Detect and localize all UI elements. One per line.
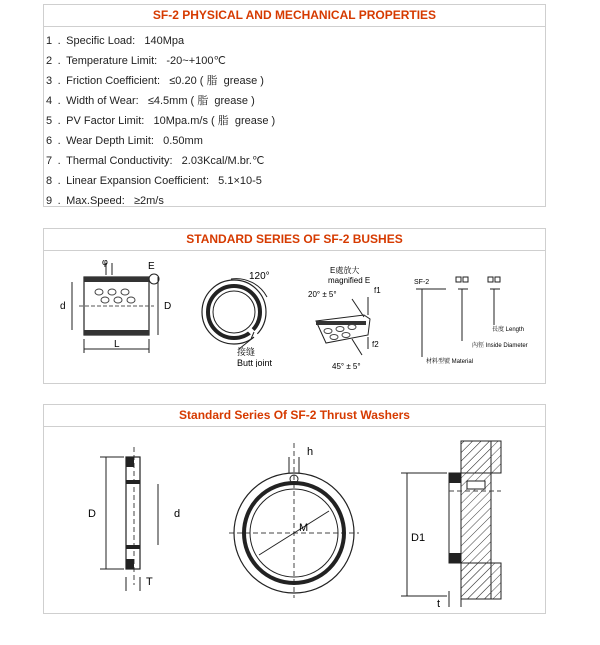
property-text: Temperature Limit: -20~+100℃ (66, 55, 226, 67)
property-text: Friction Coefficient: ≤0.20 ( 脂 grease ) (66, 75, 264, 87)
washer-t-label: t (437, 598, 441, 610)
f1-label: f1 (374, 286, 381, 295)
washer-big-d-label: D (88, 508, 96, 520)
property-item: 3 . Friction Coefficient: ≤0.20 ( 脂 grease ) (46, 75, 264, 87)
property-text: PV Factor Limit: 10Mpa.m/s ( 脂 grease ) (66, 115, 276, 127)
property-number: 4 (46, 95, 53, 107)
washers-panel (43, 404, 546, 614)
washer-t-big-label: T (146, 576, 153, 588)
property-number: 7 (46, 155, 53, 167)
designation-code-drawing (412, 269, 542, 369)
property-number: 6 (46, 135, 53, 147)
property-text: Linear Expansion Coefficient: 5.1×10-5 (66, 175, 262, 187)
property-text: Thermal Conductivity: 2.03Kcal/M.br.℃ (66, 155, 265, 167)
bush-l-label: L (114, 339, 120, 350)
washer-section-drawing (74, 435, 214, 595)
property-text: Width of Wear: ≤4.5mm ( 脂 grease ) (66, 95, 255, 107)
property-item: 7 . Thermal Conductivity: 2.03Kcal/M.br.℃ (46, 155, 265, 167)
property-item: 5 . PV Factor Limit: 10Mpa.m/s ( 脂 grease ) (46, 115, 276, 127)
bush-e-label: E (148, 261, 155, 272)
washer-d1-label: D1 (411, 532, 426, 544)
enlarged-en-label: magnified E (328, 276, 371, 285)
property-item: 1 . Specific Load: 140Mpa (46, 35, 185, 47)
property-item: 4 . Width of Wear: ≤4.5mm ( 脂 grease ) (46, 95, 255, 107)
washers-title: Standard Series Of SF-2 Thrust Washers (44, 405, 545, 427)
property-text: Max.Speed: ≥2m/s (66, 195, 164, 207)
ring-angle-label: 120° (249, 271, 270, 282)
property-number: 3 (46, 75, 53, 87)
washer-mounted-drawing (389, 431, 539, 611)
bush-phi-label: φ (102, 257, 108, 267)
property-item: 8 . Linear Expansion Coefficient: 5.1×10-5 (46, 175, 262, 187)
bush-section-drawing (54, 257, 189, 362)
code-label: SF-2 (414, 279, 430, 286)
property-text: Wear Depth Limit: 0.50mm (66, 135, 203, 147)
butt-joint-en-label: Butt joint (237, 358, 273, 367)
butt-joint-cn-label: 接缝 (237, 347, 256, 357)
property-number: 9 (46, 195, 53, 207)
property-number: 5 (46, 115, 53, 127)
property-number: 8 (46, 175, 53, 187)
property-item: 6 . Wear Depth Limit: 0.50mm (46, 135, 203, 147)
property-number: 1 (46, 35, 53, 47)
bushes-title: STANDARD SERIES OF SF-2 BUSHES (44, 229, 545, 251)
washer-plan-drawing (229, 433, 364, 603)
bushes-panel (43, 228, 546, 384)
washer-m-label: M (299, 522, 309, 534)
properties-title: SF-2 PHYSICAL AND MECHANICAL PROPERTIES (44, 5, 545, 27)
properties-list (44, 27, 545, 211)
f2-label: f2 (372, 340, 379, 349)
length-label: 長度 Length (492, 327, 525, 333)
bush-big-d-label: D (164, 301, 172, 312)
inside-diameter-label: 內徑 Inside Diameter (472, 343, 528, 349)
washer-h-label: h (307, 446, 314, 458)
angle-45-label: 45° ± 5° (332, 362, 361, 371)
bush-d-label: d (60, 301, 66, 312)
bush-detail-drawing (302, 257, 412, 377)
washer-d-label: d (174, 508, 181, 520)
property-item: 2 . Temperature Limit: -20~+100℃ (46, 55, 226, 67)
bush-ring-drawing (189, 257, 289, 367)
angle-20-label: 20° ± 5° (308, 290, 337, 299)
property-text: Specific Load: 140Mpa (66, 35, 185, 47)
material-label: 材料型號 Material (426, 359, 474, 365)
property-number: 2 (46, 55, 53, 67)
enlarged-cn-label: E處放大 (330, 266, 360, 275)
property-item: 9 . Max.Speed: ≥2m/s (46, 195, 164, 207)
properties-panel (43, 4, 546, 207)
